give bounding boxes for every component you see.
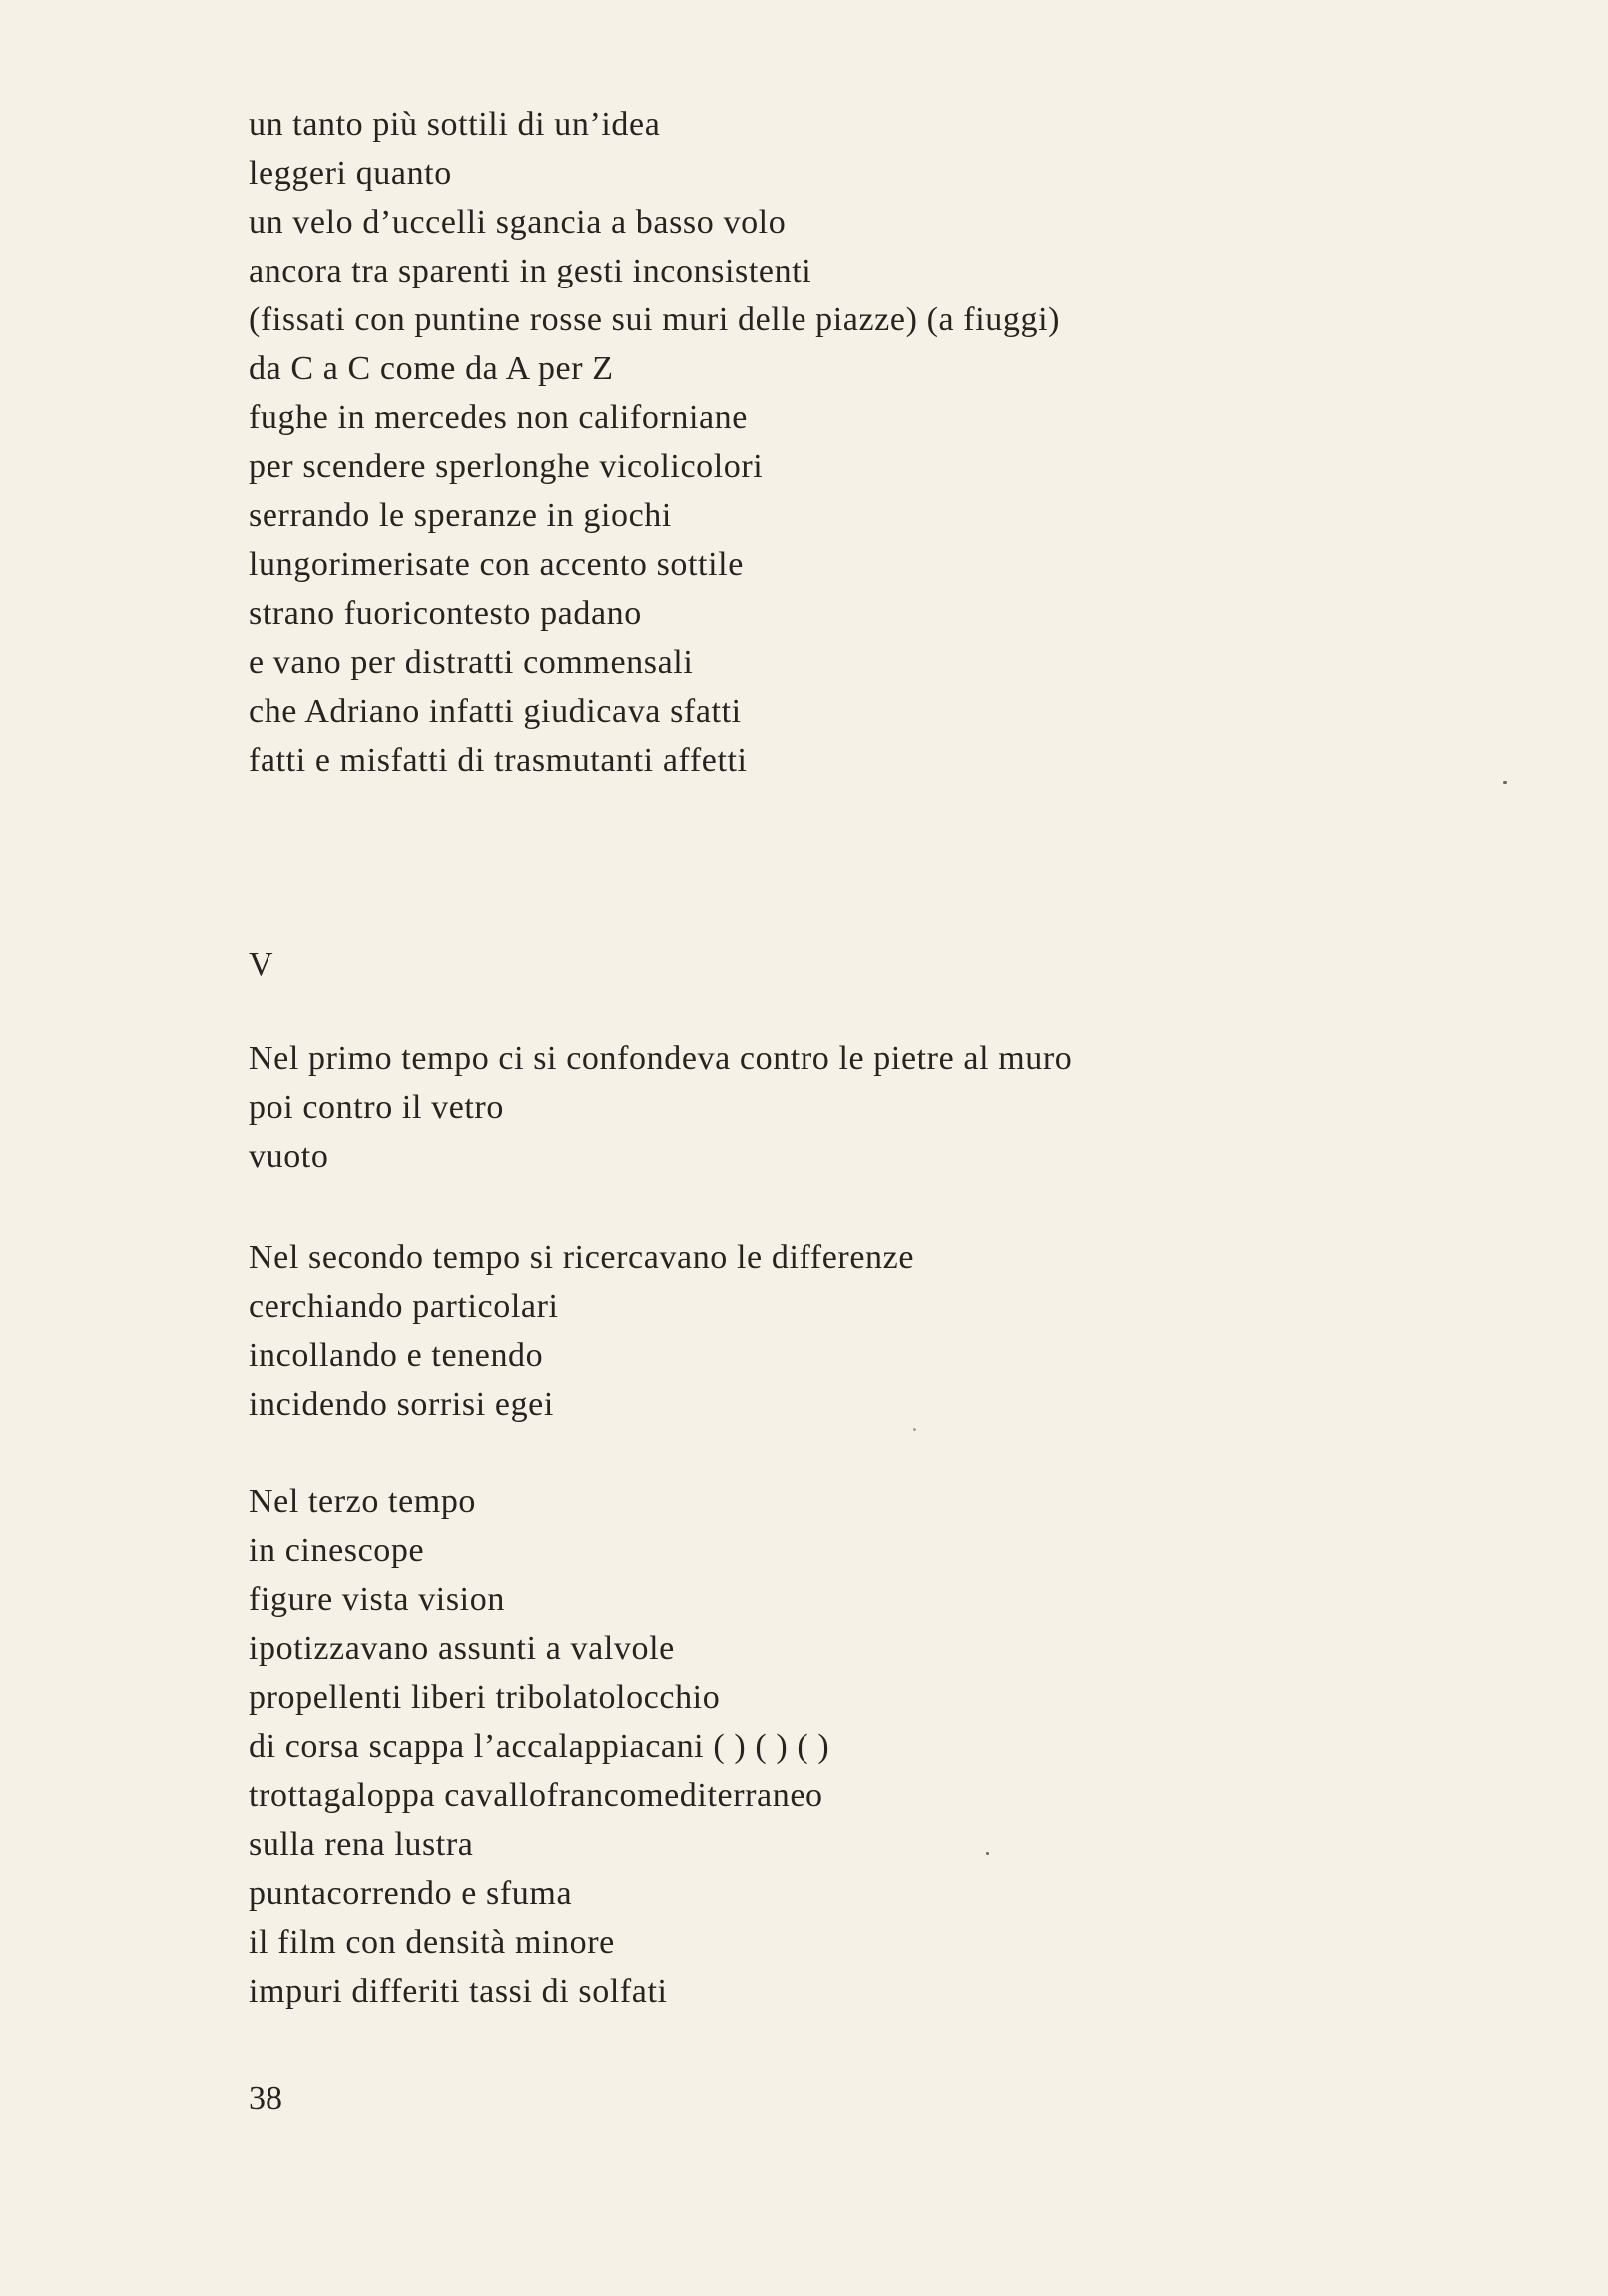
- poem-line: trottagaloppa cavallofrancomediterraneo: [249, 1777, 823, 1814]
- poem-line: incollando e tenendo: [249, 1337, 544, 1374]
- paper-speck: [986, 1852, 989, 1855]
- poem-line: impuri differiti tassi di solfati: [249, 1973, 668, 2009]
- poem-line: Nel secondo tempo si ricercavano le differenze: [249, 1239, 915, 1276]
- poem-line: vuoto: [249, 1138, 329, 1175]
- poem-line: sulla rena lustra: [249, 1826, 474, 1863]
- poem-line: leggeri quanto: [249, 155, 452, 192]
- poem-line: strano fuoricontesto padano: [249, 595, 642, 632]
- poem-line: Nel terzo tempo: [249, 1483, 477, 1520]
- poem-line: fatti e misfatti di trasmutanti affetti: [249, 742, 748, 779]
- stanza-2: [249, 1034, 1072, 1181]
- stanza-4: [249, 1477, 829, 2015]
- stanza-3: [249, 1233, 914, 1429]
- poem-line: figure vista vision: [249, 1581, 505, 1618]
- poem-line: fughe in mercedes non californiane: [249, 399, 748, 436]
- poem-line: cerchiando particolari: [249, 1288, 559, 1325]
- poem-line: il film con densità minore: [249, 1924, 615, 1961]
- poem-line: in cinescope: [249, 1532, 425, 1569]
- poem-line: puntacorrendo e sfuma: [249, 1875, 573, 1912]
- stanza-1: [249, 100, 1060, 785]
- poem-line: serrando le speranze in giochi: [249, 497, 672, 534]
- poem-line: propellenti liberi tribolatolocchio: [249, 1679, 721, 1716]
- poem-line: ipotizzavano assunti a valvole: [249, 1630, 675, 1667]
- section-number: V: [249, 946, 274, 983]
- poem-line: un tanto più sottili di un’idea: [249, 106, 661, 143]
- poem-line: da C a C come da A per Z: [249, 350, 614, 387]
- poem-line: (fissati con puntine rosse sui muri delle piazze) (a fiuggi): [249, 301, 1061, 338]
- paper-speck: [1503, 781, 1507, 784]
- poem-line: ancora tra sparenti in gesti inconsistenti: [249, 253, 812, 289]
- paper-speck: [913, 1428, 916, 1431]
- poem-line: incidendo sorrisi egei: [249, 1386, 554, 1423]
- poem-line: e vano per distratti commensali: [249, 644, 694, 681]
- page-number: 38: [249, 2080, 282, 2117]
- poem-line: lungorimerisate con accento sottile: [249, 546, 744, 583]
- poem-line: Nel primo tempo ci si confondeva contro le pietre al muro: [249, 1040, 1073, 1077]
- poem-line: per scendere sperlonghe vicolicolori: [249, 448, 764, 485]
- poem-line: di corsa scappa l’accalappiacani ( ) ( ) ( ): [249, 1728, 830, 1765]
- poem-line: poi contro il vetro: [249, 1089, 504, 1126]
- poem-line: che Adriano infatti giudicava sfatti: [249, 693, 742, 730]
- poem-line: un velo d’uccelli sgancia a basso volo: [249, 204, 787, 241]
